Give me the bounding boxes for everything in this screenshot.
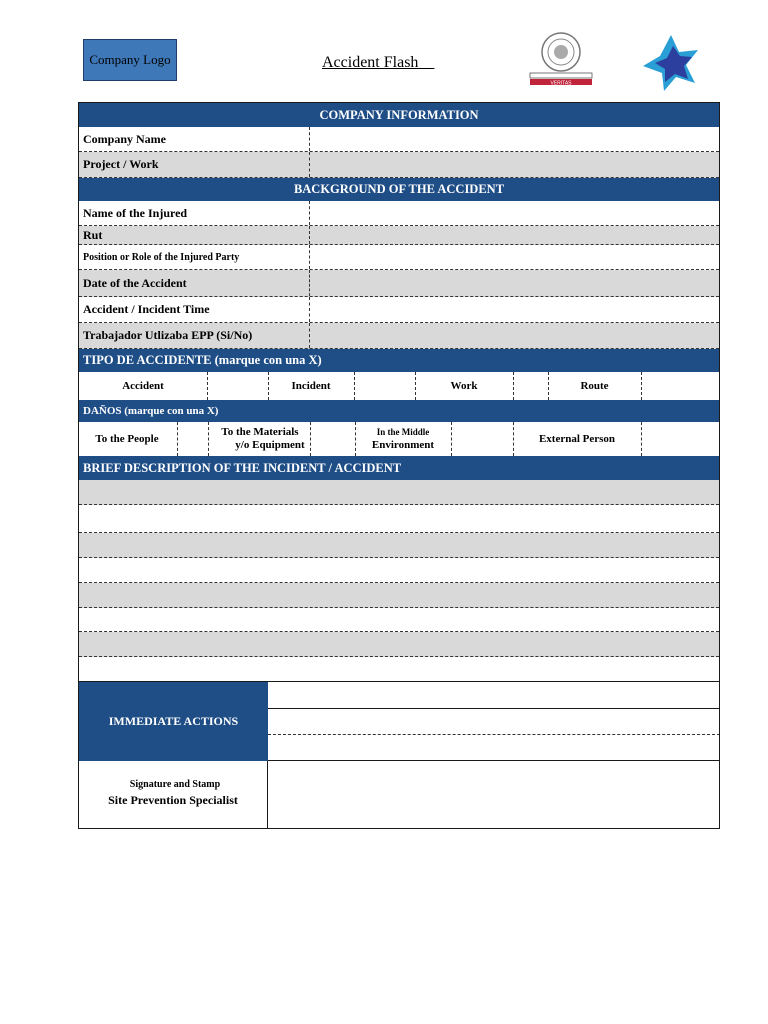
form-row-position xyxy=(79,245,719,270)
signature-stamp-field[interactable] xyxy=(269,762,719,828)
accident-checkbox[interactable] xyxy=(209,372,267,400)
incident-checkbox[interactable] xyxy=(356,372,414,400)
section-company-information: COMPANY INFORMATION xyxy=(79,103,719,127)
description-line[interactable] xyxy=(79,608,719,632)
section-damages: DAÑOS (marque con una X) xyxy=(79,400,719,422)
field-label: Name of the Injured xyxy=(83,205,188,220)
form-row-injured-name xyxy=(79,201,719,226)
route-checkbox[interactable] xyxy=(643,372,720,400)
signature-line1: Signature and Stamp xyxy=(129,779,221,790)
description-line[interactable] xyxy=(79,480,719,505)
damages-row xyxy=(79,422,719,456)
signature-label-area xyxy=(79,761,268,829)
accident-time-input[interactable] xyxy=(311,297,719,322)
form-row-project xyxy=(79,152,719,178)
damages-materials-line2: y/o Equipment xyxy=(235,439,305,451)
accident-type-row xyxy=(79,372,719,400)
accident-date-input[interactable] xyxy=(311,270,719,296)
description-line[interactable] xyxy=(79,583,719,608)
damages-environment-label xyxy=(355,422,451,456)
immediate-action-line[interactable] xyxy=(268,682,720,709)
blue-star-logo-icon xyxy=(640,34,702,92)
field-label: Accident / Incident Time xyxy=(83,302,210,316)
rut-input[interactable] xyxy=(311,226,719,244)
description-line[interactable] xyxy=(79,657,719,682)
section-background: BACKGROUND OF THE ACCIDENT xyxy=(79,178,719,201)
damages-materials-line1: To the Materials xyxy=(221,426,299,438)
certification-seal-icon xyxy=(527,30,595,88)
immediate-action-line[interactable] xyxy=(268,709,720,735)
damages-materials-checkbox[interactable] xyxy=(312,422,354,456)
field-label: Date of the Accident xyxy=(83,275,187,290)
damages-environment-line1: In the Middle xyxy=(376,427,430,437)
form-row-time xyxy=(79,297,719,323)
project-input[interactable] xyxy=(311,152,719,177)
damages-people-checkbox[interactable] xyxy=(179,422,207,456)
epp-input[interactable] xyxy=(311,323,719,348)
section-accident-type: TIPO DE ACCIDENTE (marque con una X) xyxy=(79,349,719,372)
damages-external-checkbox[interactable] xyxy=(643,422,720,456)
form-row-date xyxy=(79,270,719,297)
position-input[interactable] xyxy=(311,245,719,269)
company-logo-placeholder: Company Logo xyxy=(83,39,177,81)
title-trailing xyxy=(418,54,434,71)
form-row-epp xyxy=(79,323,719,349)
form-row-rut xyxy=(79,226,719,245)
accident-form xyxy=(78,102,720,829)
field-label: Project / Work xyxy=(83,157,159,171)
company-name-input[interactable] xyxy=(311,127,719,151)
accident-type-route-label: Route xyxy=(580,379,609,392)
form-row-company-name xyxy=(79,127,719,152)
field-label: Company Name xyxy=(83,131,166,146)
signature-line2: Site Prevention Specialist xyxy=(108,793,238,807)
damages-materials-label xyxy=(208,422,312,456)
injured-name-input[interactable] xyxy=(311,201,719,225)
description-line[interactable] xyxy=(79,533,719,558)
damages-people-label: To the People xyxy=(95,432,159,445)
seal-text: VERITAS xyxy=(550,80,572,87)
description-line[interactable] xyxy=(79,632,719,657)
damages-external-label: External Person xyxy=(538,432,616,445)
accident-type-work-label: Work xyxy=(450,379,478,392)
accident-type-incident-label: Incident xyxy=(291,379,331,392)
damages-environment-checkbox[interactable] xyxy=(453,422,511,456)
description-line[interactable] xyxy=(79,505,719,533)
description-line[interactable] xyxy=(79,558,719,583)
document-title xyxy=(322,54,434,72)
work-checkbox[interactable] xyxy=(515,372,547,400)
field-label: Rut xyxy=(83,227,103,242)
title-text: Accident Flash xyxy=(322,54,419,71)
accident-type-accident-label: Accident xyxy=(122,379,164,392)
damages-environment-line2: Environment xyxy=(371,439,435,451)
field-label: Position or Role of the Injured Party xyxy=(83,251,240,263)
immediate-actions-label: IMMEDIATE ACTIONS xyxy=(79,682,268,761)
immediate-action-line[interactable] xyxy=(268,735,720,761)
section-description: BRIEF DESCRIPTION OF THE INCIDENT / ACCIDENT xyxy=(79,456,719,480)
field-label: Trabajador Utlizaba EPP (Si/No) xyxy=(83,328,253,342)
